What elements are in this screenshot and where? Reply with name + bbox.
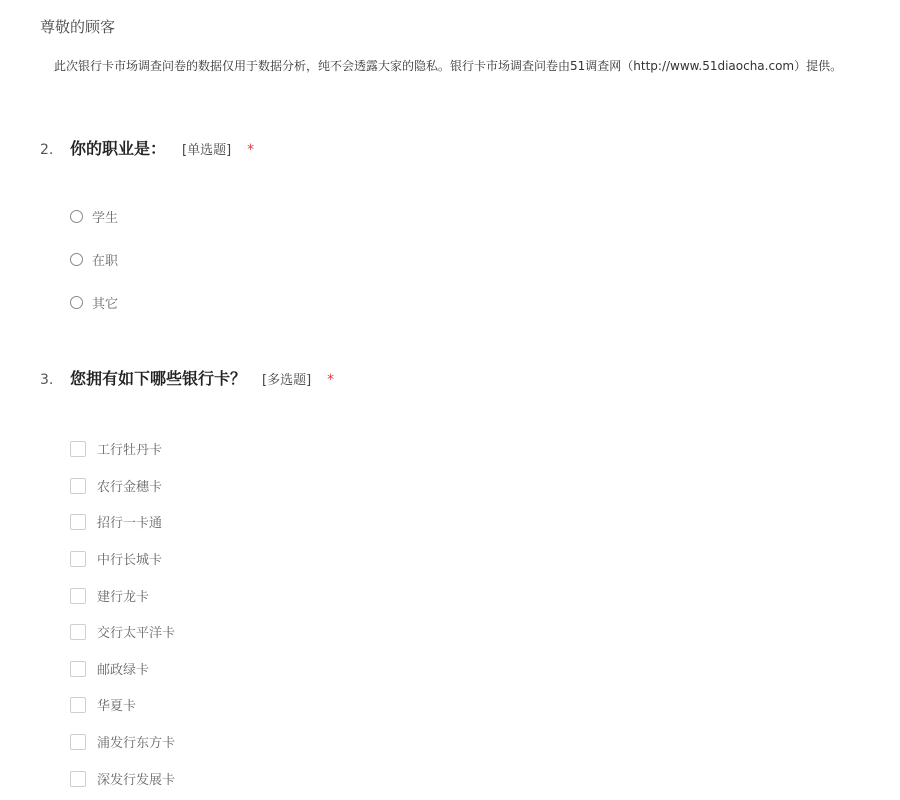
radio-option-employed[interactable]	[70, 250, 118, 269]
checkbox[interactable]	[70, 441, 86, 457]
checkbox-option-postal-green[interactable]	[70, 659, 149, 678]
question-type-label: [多选题]	[262, 373, 312, 388]
checkbox[interactable]	[70, 771, 86, 787]
checkbox[interactable]	[70, 624, 86, 640]
question-number: 2.	[40, 142, 54, 158]
question-type-label: [单选题]	[182, 143, 232, 158]
radio-option-student[interactable]	[70, 207, 118, 226]
question-number: 3.	[40, 372, 54, 388]
question-2-header	[40, 136, 254, 159]
option-label: 华夏卡	[97, 699, 137, 714]
option-label: 浦发行东方卡	[97, 736, 176, 751]
checkbox[interactable]	[70, 661, 86, 677]
question-title: 你的职业是：	[70, 139, 167, 158]
required-marker: *	[247, 142, 255, 158]
checkbox[interactable]	[70, 697, 86, 713]
checkbox-option-spdb-dongfang[interactable]	[70, 732, 175, 751]
option-label: 农行金穗卡	[97, 480, 163, 495]
option-label: 交行太平洋卡	[97, 626, 176, 641]
checkbox[interactable]	[70, 514, 86, 530]
radio-option-other[interactable]	[70, 293, 118, 312]
question-title: 您拥有如下哪些银行卡？	[70, 369, 247, 388]
option-label: 工行牡丹卡	[97, 443, 163, 458]
option-label: 招行一卡通	[97, 516, 163, 531]
option-label: 邮政绿卡	[97, 663, 150, 678]
option-label: 其它	[92, 297, 119, 312]
checkbox-option-sdb-fazhan[interactable]	[70, 769, 175, 788]
option-label: 在职	[92, 254, 119, 269]
option-label: 深发行发展卡	[97, 773, 176, 788]
question-3-header	[40, 366, 334, 389]
checkbox[interactable]	[70, 478, 86, 494]
option-label: 学生	[92, 211, 119, 226]
option-label: 建行龙卡	[97, 590, 150, 605]
option-label: 中行长城卡	[97, 553, 163, 568]
checkbox-option-ccb-long[interactable]	[70, 586, 149, 605]
checkbox-option-boc-great-wall[interactable]	[70, 549, 162, 568]
checkbox[interactable]	[70, 734, 86, 750]
survey-greeting: 尊敬的顾客	[40, 18, 116, 36]
radio-button[interactable]	[70, 253, 83, 266]
checkbox[interactable]	[70, 551, 86, 567]
survey-intro: 此次银行卡市场调查问卷的数据仅用于数据分析，纯不会透露大家的隐私。银行卡市场调查问卷由51调查网（http://www.51diaocha.com）提供。	[54, 59, 843, 73]
checkbox-option-icbc-peony[interactable]	[70, 439, 162, 458]
checkbox-option-cmb-yikatong[interactable]	[70, 512, 162, 531]
radio-button[interactable]	[70, 296, 83, 309]
checkbox-option-abc-jinsui[interactable]	[70, 476, 162, 495]
checkbox-option-huaxia[interactable]	[70, 695, 136, 714]
radio-button[interactable]	[70, 210, 83, 223]
checkbox-option-bocom-pacific[interactable]	[70, 622, 175, 641]
required-marker: *	[327, 372, 335, 388]
checkbox[interactable]	[70, 588, 86, 604]
